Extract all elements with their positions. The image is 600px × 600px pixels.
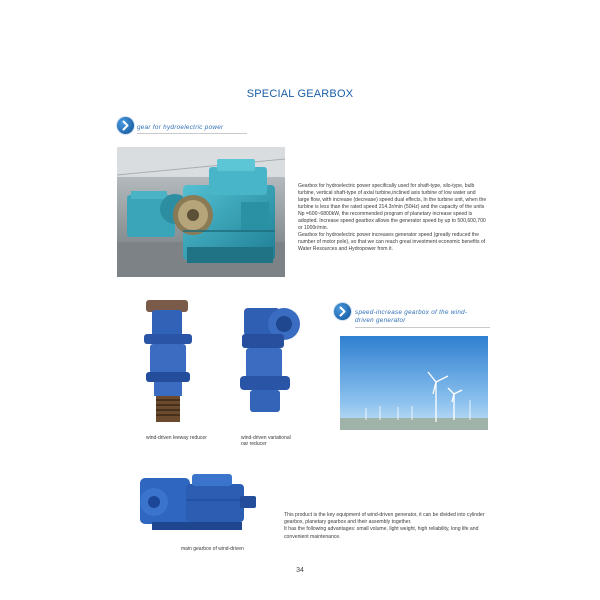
hydro-paragraph-2: Gearbox for hydroelectric power increases generator speed (greatly reduced the number of motor pole), so that we can reach great investment economic benefits of Water Resources and Hydropower from it. bbox=[298, 232, 486, 252]
wind-heading-line1: speed-increase gearbox of the wind- bbox=[355, 309, 468, 316]
yaw-reducer-photo bbox=[140, 296, 198, 428]
pitch-caption-line2: oar reducer bbox=[241, 441, 267, 448]
pitch-reducer-caption bbox=[241, 435, 311, 448]
section-arrow-icon bbox=[334, 303, 351, 320]
hydro-paragraph-1: Gearbox for hydroelectric power specifically used for shaft-type, silo-type, bulb turbine, vertical shaft-type of axial turbine,inclined axis turbine of low water and large flow, with increase (decrease) speed dual effects, In the turbine unit, when the turbine is less than the rated speed 214.3r/min (50Hz) and the capacity of the units Np =600~6800kW, the recommended program of planetary increase speed is adopted. Increase speed gearbox allows the generator speed by up to 500,600,700 or 1000r/min. bbox=[298, 183, 487, 231]
wind-section-heading bbox=[355, 309, 490, 328]
pitch-reducer-photo bbox=[232, 302, 304, 420]
wind-paragraph-2: It has the following advantages: small volume, light weight, high reliability, long life and convenient maintenance. bbox=[284, 526, 479, 540]
page-number: 34 bbox=[296, 567, 304, 574]
main-gearbox-caption: main gearbox of wind-driven bbox=[181, 546, 244, 552]
wind-description bbox=[284, 512, 496, 541]
hydro-description bbox=[298, 183, 487, 253]
wind-farm-photo bbox=[340, 336, 488, 430]
hydro-section-heading: gear for hydroelectric power bbox=[137, 124, 247, 134]
hydro-gearbox-photo bbox=[117, 147, 285, 277]
yaw-reducer-caption: wind-driven leeway reducer bbox=[146, 435, 207, 441]
main-gearbox-photo bbox=[132, 460, 260, 540]
wind-heading-line2: driven generator bbox=[355, 317, 406, 324]
section-arrow-icon bbox=[117, 117, 134, 134]
wind-paragraph-1: This product is the key equipment of wind-driven generator, it can be divided into cylinder gearbox, planetary gearbox and their assembly together. bbox=[284, 512, 485, 526]
page-title: SPECIAL GEARBOX bbox=[246, 88, 354, 100]
pitch-caption-line1: wind-driven variational bbox=[241, 435, 291, 441]
